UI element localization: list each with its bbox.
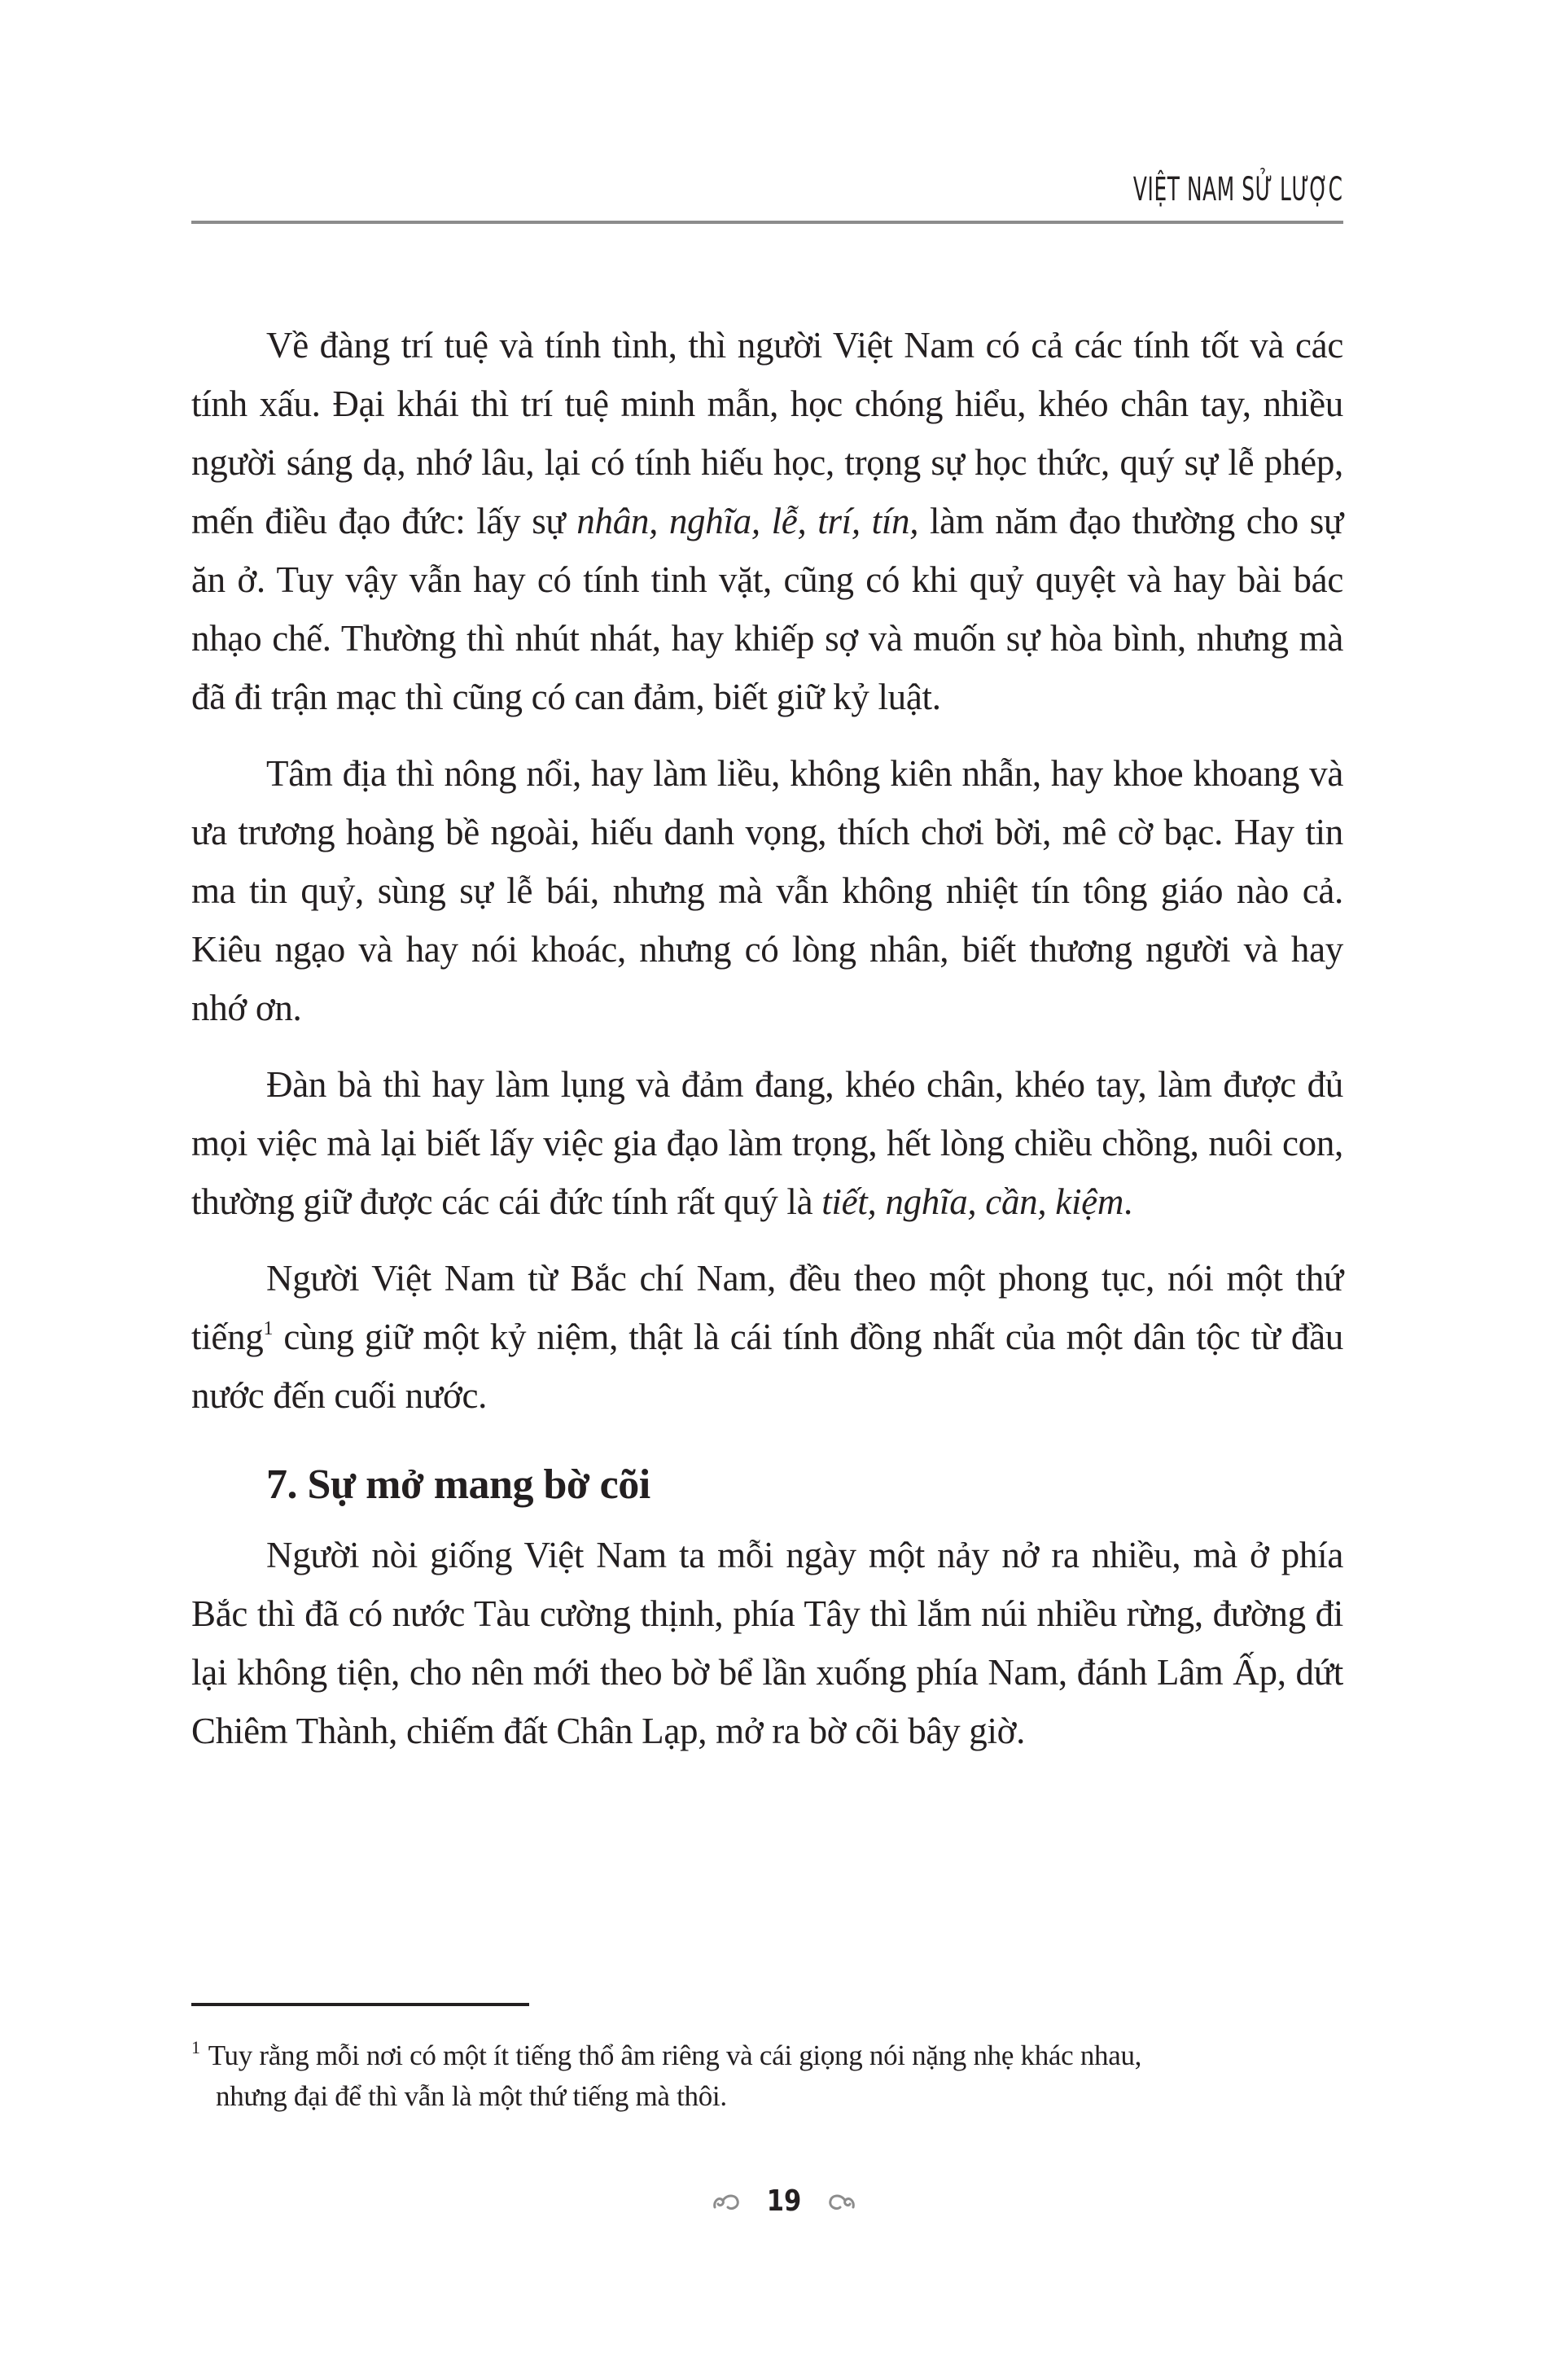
- footnote-rule: [191, 2003, 529, 2006]
- fleuron-right-icon: [827, 2191, 856, 2212]
- footnote-reference[interactable]: 1: [263, 1318, 274, 1339]
- footnote: [191, 2027, 1343, 2117]
- paragraph-text: Tâm địa thì nông nổi, hay làm liều, không kiên nhẫn, hay khoe khoang và ưa trương hoàng bề ngoài, hiếu danh vọng, thích chơi bời, mê cờ bạc. Hay tin ma tin quỷ, sùng sự lễ bái, nhưng mà vẫn không nhiệt tín tông giáo nào cả. Kiêu ngạo và hay nói khoác, nhưng có lòng nhân, biết thương người và hay nhớ ơn.: [191, 753, 1343, 1028]
- footnote-line: [191, 2076, 1343, 2117]
- page-number: 19: [766, 2184, 802, 2218]
- paragraph-3: [191, 1055, 1343, 1231]
- paragraph-4: [191, 1249, 1343, 1425]
- footnote-text: Tuy rằng mỗi nơi có một ít tiếng thổ âm riêng và cái giọng nói nặng nhẹ khác nhau,: [208, 2040, 1142, 2071]
- paragraph-text: cùng giữ một kỷ niệm, thật là cái tính đồng nhất của một dân tộc từ đầu nước đến cuối nước.: [191, 1317, 1343, 1416]
- page-folio: [0, 2184, 1568, 2218]
- paragraph-text: Người Việt Nam từ Bắc chí Nam, đều theo một phong tục, nói một thứ tiếng: [191, 1258, 1343, 1357]
- header-rule: [191, 221, 1343, 224]
- paragraph-2: [191, 744, 1343, 1037]
- paragraph-text: làm năm đạo thường cho sự ăn ở. Tuy vậy vẫn hay có tính tinh vặt, cũng có khi quỷ quyệt và hay bài bác nhạo chế. Thường thì nhút nhát, hay khiếp sợ và muốn sự hòa bình, nhưng mà đã đi trận mạc thì cũng có can đảm, biết giữ kỷ luật.: [191, 501, 1343, 717]
- paragraph-text: Người nòi giống Việt Nam ta mỗi ngày một nảy nở ra nhiều, mà ở phía Bắc thì đã có nước Tàu cường thịnh, phía Tây thì lắm núi nhiều rừng, đường đi lại không tiện, cho nên mới theo bờ bể lần xuống phía Nam, đánh Lâm Ấp, dứt Chiêm Thành, chiếm đất Chân Lạp, mở ra bờ cõi bây giờ.: [191, 1535, 1343, 1751]
- paragraph-text: Về đàng trí tuệ và tính tình, thì người Việt Nam có cả các tính tốt và các tính xấu. Đại khái thì trí tuệ minh mẫn, học chóng hiểu, khéo chân tay, nhiều người sáng dạ, nhớ lâu, lại có tính hiếu học, trọng sự học thức, quý sự lễ phép, mến điều đạo đức: lấy sự: [191, 325, 1343, 541]
- footnote-mark: 1: [191, 2037, 200, 2057]
- fleuron-left-icon: [712, 2191, 741, 2212]
- emphasis-virtues: tiết, nghĩa, cần, kiệm: [821, 1181, 1124, 1222]
- footnote-text: nhưng đại để thì vẫn là một thứ tiếng mà thôi.: [216, 2080, 727, 2112]
- footnote-line: [191, 2027, 1343, 2076]
- paragraph-1: [191, 316, 1343, 726]
- paragraph-text: .: [1123, 1181, 1132, 1222]
- body-text: [191, 316, 1343, 1778]
- paragraph-text: Đàn bà thì hay làm lụng và đảm đang, khéo chân, khéo tay, làm được đủ mọi việc mà lại biết lấy việc gia đạo làm trọng, hết lòng chiều chồng, nuôi con, thường giữ được các cái đức tính rất quý là: [191, 1064, 1343, 1222]
- section-heading: 7. Sự mở mang bờ cõi: [266, 1461, 650, 1508]
- book-title: VIỆT NAM SỬ LƯỢC: [1133, 171, 1343, 208]
- paragraph-5: [191, 1526, 1343, 1760]
- running-header: [191, 155, 1343, 228]
- emphasis-virtues: nhân, nghĩa, lễ, trí, tín,: [576, 501, 919, 541]
